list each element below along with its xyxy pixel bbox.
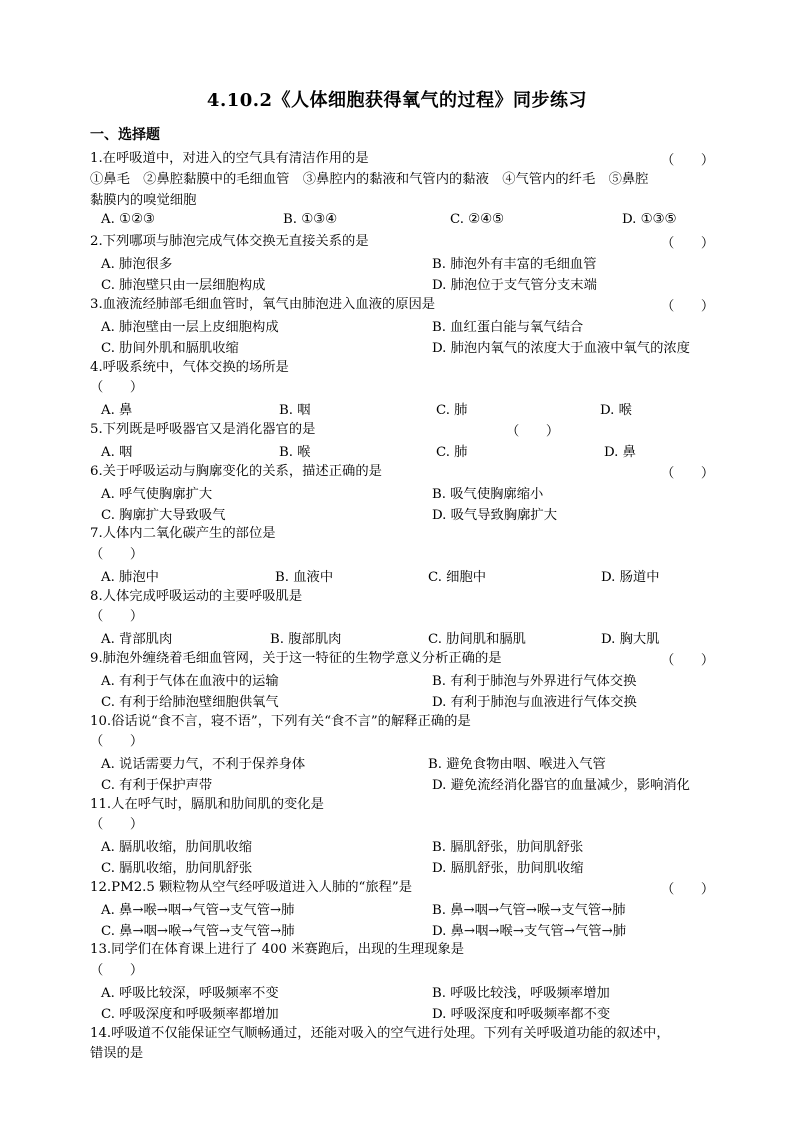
question-4-option-d: D. 喉 <box>600 403 632 418</box>
question-6-option-b: B. 吸气使胸廓缩小 <box>432 487 544 502</box>
question-3-option-a: A. 肺泡壁由一层上皮细胞构成 <box>101 320 279 335</box>
question-4-answer-blank: （ ） <box>90 380 144 395</box>
question-7-stem: 7.人体内二氧化碳产生的部位是 <box>90 526 276 541</box>
question-10-stem: 10.俗话说“食不言，寝不语”，下列有关“食不言”的解释正确的是 <box>90 714 471 729</box>
question-5-option-d: D. 鼻 <box>604 445 636 460</box>
question-3-option-d: D. 肺泡内氧气的浓度大于血液中氧气的浓度 <box>432 341 690 356</box>
question-7-option-a: A. 肺泡中 <box>101 570 159 585</box>
question-8-option-a: A. 背部肌肉 <box>101 632 173 647</box>
question-11-option-a: A. 膈肌收缩，肋间肌收缩 <box>101 840 253 855</box>
question-2-option-c: C. 肺泡壁只由一层细胞构成 <box>101 278 266 293</box>
question-2-answer-blank: （ ） <box>661 236 715 251</box>
question-6-option-d: D. 吸气导致胸廓扩大 <box>432 508 558 523</box>
question-6-option-a: A. 呼气使胸廓扩大 <box>101 487 213 502</box>
question-11-option-d: D. 膈肌舒张，肋间肌收缩 <box>432 861 584 876</box>
question-8-option-b: B. 腹部肌肉 <box>270 632 342 647</box>
question-6-stem: 6.关于呼吸运动与胸廓变化的关系，描述正确的是 <box>90 464 382 479</box>
question-12-option-a: A. 鼻→喉→咽→气管→支气管→肺 <box>101 903 295 918</box>
question-7-option-b: B. 血液中 <box>275 570 334 585</box>
question-9-option-d: D. 有利于肺泡与血液进行气体交换 <box>432 695 637 710</box>
question-9-answer-blank: （ ） <box>661 653 715 668</box>
question-1-option-a: A. ①②③ <box>101 212 155 227</box>
question-13-option-c: C. 呼吸深度和呼吸频率都增加 <box>101 1007 279 1022</box>
question-7-option-c: C. 细胞中 <box>428 570 487 585</box>
page-title: 4.10.2《人体细胞获得氧气的过程》同步练习 <box>206 90 588 111</box>
question-14-extra-1: 错误的是 <box>90 1046 144 1061</box>
question-1-option-d: D. ①③⑤ <box>622 212 677 227</box>
question-14-stem: 14.呼吸道不仅能保证空气顺畅通过，还能对吸入的空气进行处理。下列有关呼吸道功能的叙述中， <box>90 1026 670 1041</box>
question-4-option-c: C. 肺 <box>436 403 468 418</box>
question-2-stem: 2.下列哪项与肺泡完成气体交换无直接关系的是 <box>90 234 369 249</box>
question-12-answer-blank: （ ） <box>661 882 715 897</box>
question-3-option-c: C. 肋间外肌和膈肌收缩 <box>101 341 239 356</box>
question-11-option-b: B. 膈肌舒张，肋间肌舒张 <box>432 840 584 855</box>
question-1-option-c: C. ②④⑤ <box>450 212 504 227</box>
question-11-stem: 11.人在呼气时，膈肌和肋间肌的变化是 <box>90 797 324 812</box>
question-4-stem: 4.呼吸系统中，气体交换的场所是 <box>90 360 289 375</box>
question-12-option-d: D. 鼻→咽→喉→支气管→气管→肺 <box>432 924 627 939</box>
question-2-option-a: A. 肺泡很多 <box>101 257 173 272</box>
question-13-option-d: D. 呼吸深度和呼吸频率都不变 <box>432 1007 611 1022</box>
question-13-stem: 13.同学们在体育课上进行了 400 米赛跑后，出现的生理现象是 <box>90 942 465 957</box>
question-5-stem: 5.下列既是呼吸器官又是消化器官的是 <box>90 422 316 437</box>
question-8-option-c: C. 肋间肌和膈肌 <box>428 632 526 647</box>
question-1-extra-1: ①鼻毛 ②鼻腔黏膜中的毛细血管 ③鼻腔内的黏液和气管内的黏液 ④气管内的纤毛 ⑤鼻腔 <box>90 172 649 187</box>
question-6-answer-blank: （ ） <box>661 466 715 481</box>
question-5-answer-blank: （ ） <box>506 424 560 439</box>
question-9-stem: 9.肺泡外缠绕着毛细血管网，关于这一特征的生物学意义分析正确的是 <box>90 651 502 666</box>
question-10-option-a: A. 说话需要力气，不利于保养身体 <box>101 757 306 772</box>
question-13-answer-blank: （ ） <box>90 963 144 978</box>
question-9-option-c: C. 有利于给肺泡壁细胞供氧气 <box>101 695 279 710</box>
question-4-option-b: B. 咽 <box>279 403 311 418</box>
question-2-option-b: B. 肺泡外有丰富的毛细血管 <box>432 257 597 272</box>
question-7-option-d: D. 肠道中 <box>601 570 660 585</box>
question-5-option-b: B. 喉 <box>279 445 311 460</box>
question-1-answer-blank: （ ） <box>661 153 715 168</box>
question-4-option-a: A. 鼻 <box>101 403 133 418</box>
question-8-answer-blank: （ ） <box>90 609 144 624</box>
question-12-option-c: C. 鼻→咽→喉→气管→支气管→肺 <box>101 924 295 939</box>
question-9-option-b: B. 有利于肺泡与外界进行气体交换 <box>432 674 637 689</box>
question-10-option-b: B. 避免食物由咽、喉进入气管 <box>428 757 606 772</box>
question-10-option-d: D. 避免流经消化器官的血量减少，影响消化 <box>432 778 690 793</box>
question-13-option-a: A. 呼吸比较深，呼吸频率不变 <box>101 986 279 1001</box>
question-11-option-c: C. 膈肌收缩，肋间肌舒张 <box>101 861 253 876</box>
question-12-stem: 12.PM2.5 颗粒物从空气经呼吸道进入人肺的“旅程”是 <box>90 880 413 895</box>
question-10-answer-blank: （ ） <box>90 734 144 749</box>
question-3-stem: 3.血液流经肺部毛细血管时，氧气由肺泡进入血液的原因是 <box>90 297 436 312</box>
question-5-option-a: A. 咽 <box>101 445 133 460</box>
question-9-option-a: A. 有利于气体在血液中的运输 <box>101 674 279 689</box>
question-10-option-c: C. 有利于保护声带 <box>101 778 213 793</box>
question-6-option-c: C. 胸廓扩大导致吸气 <box>101 508 226 523</box>
question-1-extra-2: 黏膜内的嗅觉细胞 <box>90 193 197 208</box>
question-13-option-b: B. 呼吸比较浅，呼吸频率增加 <box>432 986 610 1001</box>
question-7-answer-blank: （ ） <box>90 547 144 562</box>
question-1-stem: 1.在呼吸道中，对进入的空气具有清洁作用的是 <box>90 151 369 166</box>
question-5-option-c: C. 肺 <box>436 445 468 460</box>
question-3-option-b: B. 血红蛋白能与氧气结合 <box>432 320 584 335</box>
question-12-option-b: B. 鼻→咽→气管→喉→支气管→肺 <box>432 903 626 918</box>
question-8-stem: 8.人体完成呼吸运动的主要呼吸肌是 <box>90 589 303 604</box>
question-3-answer-blank: （ ） <box>661 299 715 314</box>
question-1-option-b: B. ①③④ <box>283 212 337 227</box>
section-heading: 一、选择题 <box>90 127 160 143</box>
question-8-option-d: D. 胸大肌 <box>601 632 660 647</box>
question-2-option-d: D. 肺泡位于支气管分支末端 <box>432 278 597 293</box>
question-11-answer-blank: （ ） <box>90 817 144 832</box>
